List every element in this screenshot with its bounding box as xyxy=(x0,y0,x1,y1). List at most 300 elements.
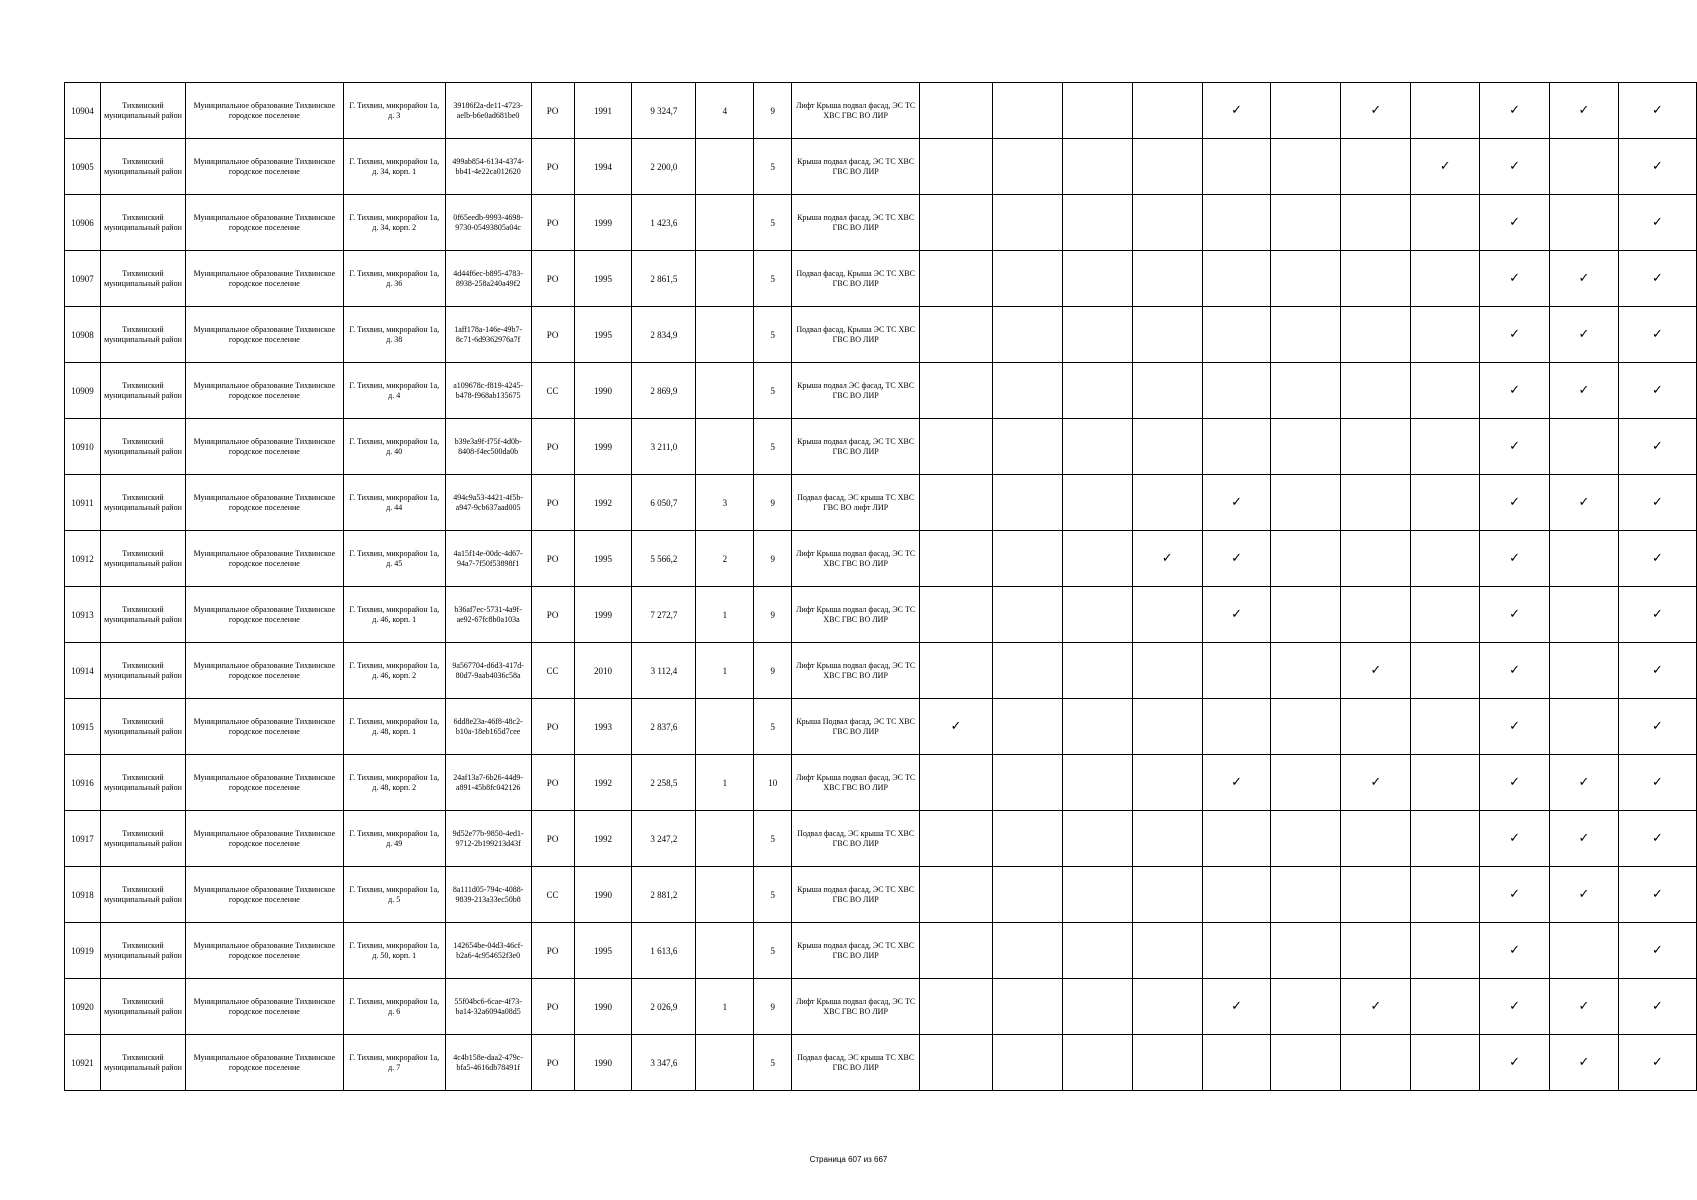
checkmark-icon: ✓ xyxy=(1652,158,1663,174)
guid-cell: 9a567704-d6d3-417d-80d7-9aab4036c58a xyxy=(445,643,531,699)
check-cell xyxy=(1341,1035,1411,1091)
area-cell: 6 050,7 xyxy=(632,475,696,531)
check-cell xyxy=(1132,363,1202,419)
row-id: 10921 xyxy=(65,1035,101,1091)
check-cell xyxy=(1480,867,1550,923)
check-cell xyxy=(1202,587,1271,643)
municipality-cell: Муниципальное образование Тихвинское городское поселение xyxy=(185,867,343,923)
check-cell xyxy=(1550,587,1619,643)
check-cell xyxy=(1618,867,1696,923)
guid-cell: 39186f2a-de11-4723-aelb-b6e0ad681be0 xyxy=(445,83,531,139)
checkmark-icon: ✓ xyxy=(1652,214,1663,230)
municipality-cell: Муниципальное образование Тихвинское городское поселение xyxy=(185,419,343,475)
count-cell xyxy=(696,699,754,755)
checkmark-icon: ✓ xyxy=(1652,606,1663,622)
check-cell xyxy=(1062,643,1132,699)
count-cell xyxy=(696,251,754,307)
district-cell: Тихвинский муниципальный район xyxy=(100,699,185,755)
district-cell: Тихвинский муниципальный район xyxy=(100,307,185,363)
check-cell xyxy=(1550,811,1619,867)
address-cell: Г. Тихвин, микрорайон 1а, д. 45 xyxy=(343,531,445,587)
check-cell xyxy=(1618,307,1696,363)
row-id: 10909 xyxy=(65,363,101,419)
check-cell xyxy=(1411,363,1480,419)
checkmark-icon: ✓ xyxy=(1370,662,1382,678)
checkmark-icon: ✓ xyxy=(1509,830,1521,846)
check-cell xyxy=(1132,587,1202,643)
area-cell: 1 423,6 xyxy=(632,195,696,251)
checkmark-icon: ✓ xyxy=(1578,998,1590,1014)
check-cell xyxy=(1480,251,1550,307)
check-cell xyxy=(1341,867,1411,923)
guid-cell: b36af7ec-5731-4a9f-ae92-67fc8b0a103a xyxy=(445,587,531,643)
works-cell: Лифт Крыша подвал фасад, ЭС ТС ХВС ГВС ВО ЛИР xyxy=(792,755,920,811)
check-cell xyxy=(992,867,1062,923)
check-cell xyxy=(1062,307,1132,363)
checkmark-icon: ✓ xyxy=(1652,102,1663,118)
checkmark-icon: ✓ xyxy=(1161,550,1173,566)
table-row xyxy=(65,475,1697,531)
year-cell: 1995 xyxy=(574,531,632,587)
check-cell xyxy=(1550,531,1619,587)
check-cell xyxy=(920,643,993,699)
area-cell: 2 026,9 xyxy=(632,979,696,1035)
check-cell xyxy=(1341,307,1411,363)
check-cell xyxy=(1271,643,1341,699)
checkmark-icon: ✓ xyxy=(1509,326,1521,342)
year-cell: 1995 xyxy=(574,307,632,363)
check-cell xyxy=(1411,979,1480,1035)
checkmark-icon: ✓ xyxy=(1652,774,1663,790)
guid-cell: b39e3a9f-f75f-4d0b-8408-f4ec500da0b xyxy=(445,419,531,475)
check-cell xyxy=(920,979,993,1035)
address-cell: Г. Тихвин, микрорайон 1а, д. 34, корп. 1 xyxy=(343,139,445,195)
guid-cell: 4c4b158e-daa2-479c-bfa5-4616db78491f xyxy=(445,1035,531,1091)
count-cell: 4 xyxy=(696,83,754,139)
municipality-cell: Муниципальное образование Тихвинское городское поселение xyxy=(185,755,343,811)
check-cell xyxy=(992,923,1062,979)
area-cell: 2 258,5 xyxy=(632,755,696,811)
address-cell: Г. Тихвин, микрорайон 1а, д. 50, корп. 1 xyxy=(343,923,445,979)
guid-cell: 499ab854-6134-4374-bb41-4e22ca012620 xyxy=(445,139,531,195)
works-cell: Лифт Крыша подвал фасад, ЭС ТС ХВС ГВС ВО ЛИР xyxy=(792,979,920,1035)
check-cell xyxy=(1132,755,1202,811)
checkmark-icon: ✓ xyxy=(1578,270,1590,286)
municipality-cell: Муниципальное образование Тихвинское городское поселение xyxy=(185,139,343,195)
guid-cell: 6dd8e23a-46f8-48c2-b10a-18eb165d7cee xyxy=(445,699,531,755)
checkmark-icon: ✓ xyxy=(1652,550,1663,566)
table-row xyxy=(65,419,1697,475)
check-cell xyxy=(1550,867,1619,923)
check-cell xyxy=(1202,979,1271,1035)
count-cell xyxy=(696,195,754,251)
row-id: 10917 xyxy=(65,811,101,867)
check-cell xyxy=(1132,307,1202,363)
check-cell xyxy=(1550,755,1619,811)
check-cell xyxy=(992,1035,1062,1091)
check-cell xyxy=(1480,643,1550,699)
municipality-cell: Муниципальное образование Тихвинское городское поселение xyxy=(185,83,343,139)
floors-cell: 10 xyxy=(754,755,792,811)
row-id: 10906 xyxy=(65,195,101,251)
table-row xyxy=(65,755,1697,811)
works-cell: Крыша подвал ЭС фасад, ТС ХВС ГВС ВО ЛИР xyxy=(792,363,920,419)
address-cell: Г. Тихвин, микрорайон 1а, д. 38 xyxy=(343,307,445,363)
check-cell xyxy=(992,979,1062,1035)
guid-cell: 8a111d05-794c-4088-9839-213a33ec50b8 xyxy=(445,867,531,923)
municipality-cell: Муниципальное образование Тихвинское городское поселение xyxy=(185,587,343,643)
district-cell: Тихвинский муниципальный район xyxy=(100,979,185,1035)
table-row xyxy=(65,923,1697,979)
checkmark-icon: ✓ xyxy=(1509,998,1521,1014)
check-cell xyxy=(1480,979,1550,1035)
address-cell: Г. Тихвин, микрорайон 1а, д. 7 xyxy=(343,1035,445,1091)
check-cell xyxy=(1062,811,1132,867)
address-cell: Г. Тихвин, микрорайон 1а, д. 46, корп. 1 xyxy=(343,587,445,643)
check-cell xyxy=(1271,363,1341,419)
check-cell xyxy=(1550,419,1619,475)
checkmark-icon: ✓ xyxy=(1370,774,1382,790)
type-cell: РО xyxy=(531,923,574,979)
type-cell: СС xyxy=(531,867,574,923)
check-cell xyxy=(1062,699,1132,755)
check-cell xyxy=(1202,755,1271,811)
municipality-cell: Муниципальное образование Тихвинское городское поселение xyxy=(185,475,343,531)
check-cell xyxy=(1062,83,1132,139)
count-cell: 1 xyxy=(696,755,754,811)
check-cell xyxy=(1341,643,1411,699)
check-cell xyxy=(920,531,993,587)
year-cell: 2010 xyxy=(574,643,632,699)
checkmark-icon: ✓ xyxy=(1652,942,1663,958)
floors-cell: 9 xyxy=(754,83,792,139)
check-cell xyxy=(1411,251,1480,307)
row-id: 10919 xyxy=(65,923,101,979)
guid-cell: 24af13a7-6b26-44d9-a891-45b8fc042126 xyxy=(445,755,531,811)
area-cell: 2 881,2 xyxy=(632,867,696,923)
check-cell xyxy=(1202,923,1271,979)
check-cell xyxy=(1271,979,1341,1035)
check-cell xyxy=(1618,755,1696,811)
check-cell xyxy=(1202,643,1271,699)
address-cell: Г. Тихвин, микрорайон 1а, д. 6 xyxy=(343,979,445,1035)
count-cell: 2 xyxy=(696,531,754,587)
check-cell xyxy=(1132,83,1202,139)
table-row xyxy=(65,867,1697,923)
table-row xyxy=(65,307,1697,363)
address-cell: Г. Тихвин, микрорайон 1а, д. 34, корп. 2 xyxy=(343,195,445,251)
table-body xyxy=(65,83,1697,1091)
check-cell xyxy=(1480,139,1550,195)
type-cell: РО xyxy=(531,419,574,475)
row-id: 10907 xyxy=(65,251,101,307)
check-cell xyxy=(1271,923,1341,979)
municipality-cell: Муниципальное образование Тихвинское городское поселение xyxy=(185,307,343,363)
address-cell: Г. Тихвин, микрорайон 1а, д. 44 xyxy=(343,475,445,531)
table-row xyxy=(65,979,1697,1035)
check-cell xyxy=(1271,195,1341,251)
municipality-cell: Муниципальное образование Тихвинское городское поселение xyxy=(185,251,343,307)
check-cell xyxy=(1411,195,1480,251)
check-cell xyxy=(920,419,993,475)
year-cell: 1999 xyxy=(574,195,632,251)
guid-cell: 494c9a53-4421-4f5b-a947-9cb637aad005 xyxy=(445,475,531,531)
district-cell: Тихвинский муниципальный район xyxy=(100,811,185,867)
floors-cell: 5 xyxy=(754,307,792,363)
check-cell xyxy=(1341,923,1411,979)
checkmark-icon: ✓ xyxy=(1652,494,1663,510)
count-cell xyxy=(696,139,754,195)
area-cell: 2 837,6 xyxy=(632,699,696,755)
check-cell xyxy=(1480,755,1550,811)
row-id: 10916 xyxy=(65,755,101,811)
type-cell: РО xyxy=(531,83,574,139)
checkmark-icon: ✓ xyxy=(1231,774,1242,790)
district-cell: Тихвинский муниципальный район xyxy=(100,195,185,251)
works-cell: Лифт Крыша подвал фасад, ЭС ТС ХВС ГВС ВО ЛИР xyxy=(792,643,920,699)
check-cell xyxy=(1202,811,1271,867)
municipality-cell: Муниципальное образование Тихвинское городское поселение xyxy=(185,363,343,419)
check-cell xyxy=(1411,83,1480,139)
municipality-cell: Муниципальное образование Тихвинское городское поселение xyxy=(185,195,343,251)
check-cell xyxy=(1202,83,1271,139)
check-cell xyxy=(1618,419,1696,475)
checkmark-icon: ✓ xyxy=(1509,214,1521,230)
check-cell xyxy=(1202,867,1271,923)
check-cell xyxy=(992,307,1062,363)
checkmark-icon: ✓ xyxy=(1509,942,1521,958)
checkmark-icon: ✓ xyxy=(1231,494,1242,510)
check-cell xyxy=(1062,1035,1132,1091)
row-id: 10910 xyxy=(65,419,101,475)
check-cell xyxy=(1132,643,1202,699)
check-cell xyxy=(1202,699,1271,755)
floors-cell: 5 xyxy=(754,1035,792,1091)
checkmark-icon: ✓ xyxy=(1578,382,1590,398)
type-cell: РО xyxy=(531,531,574,587)
address-cell: Г. Тихвин, микрорайон 1а, д. 3 xyxy=(343,83,445,139)
district-cell: Тихвинский муниципальный район xyxy=(100,1035,185,1091)
check-cell xyxy=(1618,363,1696,419)
check-cell xyxy=(1271,307,1341,363)
guid-cell: 0f65eedb-9993-4698-9730-05493805a04c xyxy=(445,195,531,251)
checkmark-icon: ✓ xyxy=(1652,718,1663,734)
check-cell xyxy=(1202,531,1271,587)
check-cell xyxy=(1411,755,1480,811)
floors-cell: 5 xyxy=(754,699,792,755)
checkmark-icon: ✓ xyxy=(1652,326,1663,342)
check-cell xyxy=(1271,531,1341,587)
check-cell xyxy=(1132,923,1202,979)
checkmark-icon: ✓ xyxy=(1509,270,1521,286)
table-row xyxy=(65,1035,1697,1091)
works-cell: Крыша подвал фасад, ЭС ТС ХВС ГВС ВО ЛИР xyxy=(792,419,920,475)
works-cell: Крыша подвал фасад, ЭС ТС ХВС ГВС ВО ЛИР xyxy=(792,139,920,195)
check-cell xyxy=(1062,755,1132,811)
check-cell xyxy=(1271,251,1341,307)
checkmark-icon: ✓ xyxy=(1578,494,1590,510)
check-cell xyxy=(1480,475,1550,531)
check-cell xyxy=(1618,195,1696,251)
check-cell xyxy=(1341,979,1411,1035)
works-cell: Лифт Крыша подвал фасад, ЭС ТС ХВС ГВС ВО ЛИР xyxy=(792,83,920,139)
checkmark-icon: ✓ xyxy=(1652,830,1663,846)
table-row xyxy=(65,587,1697,643)
check-cell xyxy=(1550,195,1619,251)
check-cell xyxy=(992,643,1062,699)
check-cell xyxy=(1132,195,1202,251)
check-cell xyxy=(1411,867,1480,923)
check-cell xyxy=(1550,307,1619,363)
row-id: 10912 xyxy=(65,531,101,587)
check-cell xyxy=(1480,307,1550,363)
check-cell xyxy=(1202,195,1271,251)
check-cell xyxy=(1202,363,1271,419)
district-cell: Тихвинский муниципальный район xyxy=(100,923,185,979)
works-cell: Крыша подвал фасад, ЭС ТС ХВС ГВС ВО ЛИР xyxy=(792,923,920,979)
count-cell: 1 xyxy=(696,643,754,699)
check-cell xyxy=(992,811,1062,867)
check-cell xyxy=(992,419,1062,475)
checkmark-icon: ✓ xyxy=(1578,886,1590,902)
check-cell xyxy=(920,139,993,195)
address-cell: Г. Тихвин, микрорайон 1а, д. 5 xyxy=(343,867,445,923)
check-cell xyxy=(1618,699,1696,755)
year-cell: 1992 xyxy=(574,475,632,531)
check-cell xyxy=(1132,139,1202,195)
check-cell xyxy=(1411,1035,1480,1091)
check-cell xyxy=(1618,643,1696,699)
table-row xyxy=(65,363,1697,419)
check-cell xyxy=(992,363,1062,419)
count-cell xyxy=(696,363,754,419)
municipality-cell: Муниципальное образование Тихвинское городское поселение xyxy=(185,699,343,755)
check-cell xyxy=(1062,419,1132,475)
year-cell: 1992 xyxy=(574,811,632,867)
year-cell: 1993 xyxy=(574,699,632,755)
type-cell: РО xyxy=(531,811,574,867)
checkmark-icon: ✓ xyxy=(1509,886,1521,902)
address-cell: Г. Тихвин, микрорайон 1а, д. 49 xyxy=(343,811,445,867)
type-cell: РО xyxy=(531,307,574,363)
check-cell xyxy=(1271,699,1341,755)
type-cell: СС xyxy=(531,363,574,419)
address-cell: Г. Тихвин, микрорайон 1а, д. 48, корп. 1 xyxy=(343,699,445,755)
check-cell xyxy=(1411,531,1480,587)
table-row xyxy=(65,195,1697,251)
check-cell xyxy=(1411,699,1480,755)
check-cell xyxy=(1062,363,1132,419)
check-cell xyxy=(1062,139,1132,195)
check-cell xyxy=(1480,923,1550,979)
table-row xyxy=(65,531,1697,587)
check-cell xyxy=(1132,251,1202,307)
check-cell xyxy=(1271,811,1341,867)
district-cell: Тихвинский муниципальный район xyxy=(100,83,185,139)
district-cell: Тихвинский муниципальный район xyxy=(100,419,185,475)
table-row xyxy=(65,811,1697,867)
check-cell xyxy=(920,475,993,531)
works-cell: Лифт Крыша подвал фасад, ЭС ТС ХВС ГВС ВО ЛИР xyxy=(792,531,920,587)
year-cell: 1990 xyxy=(574,363,632,419)
check-cell xyxy=(1132,475,1202,531)
address-cell: Г. Тихвин, микрорайон 1а, д. 46, корп. 2 xyxy=(343,643,445,699)
district-cell: Тихвинский муниципальный район xyxy=(100,251,185,307)
checkmark-icon: ✓ xyxy=(950,718,962,734)
table-row xyxy=(65,83,1697,139)
area-cell: 5 566,2 xyxy=(632,531,696,587)
check-cell xyxy=(992,139,1062,195)
area-cell: 3 247,2 xyxy=(632,811,696,867)
table-row xyxy=(65,251,1697,307)
floors-cell: 5 xyxy=(754,363,792,419)
type-cell: РО xyxy=(531,755,574,811)
check-cell xyxy=(1480,699,1550,755)
check-cell xyxy=(1618,251,1696,307)
floors-cell: 5 xyxy=(754,139,792,195)
district-cell: Тихвинский муниципальный район xyxy=(100,643,185,699)
municipality-cell: Муниципальное образование Тихвинское городское поселение xyxy=(185,643,343,699)
floors-cell: 9 xyxy=(754,531,792,587)
check-cell xyxy=(1550,643,1619,699)
checkmark-icon: ✓ xyxy=(1231,998,1242,1014)
check-cell xyxy=(1271,475,1341,531)
check-cell xyxy=(1341,251,1411,307)
check-cell xyxy=(1411,475,1480,531)
guid-cell: a109678c-f819-4245-b478-f968ab135675 xyxy=(445,363,531,419)
check-cell xyxy=(920,923,993,979)
checkmark-icon: ✓ xyxy=(1578,1054,1590,1070)
district-cell: Тихвинский муниципальный район xyxy=(100,755,185,811)
check-cell xyxy=(1618,475,1696,531)
check-cell xyxy=(1618,979,1696,1035)
municipality-cell: Муниципальное образование Тихвинское городское поселение xyxy=(185,1035,343,1091)
check-cell xyxy=(1062,587,1132,643)
row-id: 10920 xyxy=(65,979,101,1035)
floors-cell: 5 xyxy=(754,867,792,923)
table-row xyxy=(65,139,1697,195)
check-cell xyxy=(1618,587,1696,643)
count-cell xyxy=(696,867,754,923)
year-cell: 1991 xyxy=(574,83,632,139)
check-cell xyxy=(1411,587,1480,643)
checkmark-icon: ✓ xyxy=(1509,438,1521,454)
municipality-cell: Муниципальное образование Тихвинское городское поселение xyxy=(185,811,343,867)
floors-cell: 5 xyxy=(754,251,792,307)
row-id: 10908 xyxy=(65,307,101,363)
floors-cell: 5 xyxy=(754,419,792,475)
check-cell xyxy=(1618,923,1696,979)
type-cell: СС xyxy=(531,643,574,699)
checkmark-icon: ✓ xyxy=(1509,774,1521,790)
type-cell: РО xyxy=(531,699,574,755)
checkmark-icon: ✓ xyxy=(1509,606,1521,622)
district-cell: Тихвинский муниципальный район xyxy=(100,363,185,419)
check-cell xyxy=(1480,363,1550,419)
type-cell: РО xyxy=(531,195,574,251)
check-cell xyxy=(920,195,993,251)
check-cell xyxy=(1132,811,1202,867)
check-cell xyxy=(1341,83,1411,139)
check-cell xyxy=(1132,419,1202,475)
municipality-cell: Муниципальное образование Тихвинское городское поселение xyxy=(185,923,343,979)
check-cell xyxy=(1411,923,1480,979)
check-cell xyxy=(1271,587,1341,643)
check-cell xyxy=(1132,979,1202,1035)
checkmark-icon: ✓ xyxy=(1231,606,1242,622)
count-cell xyxy=(696,811,754,867)
row-id: 10905 xyxy=(65,139,101,195)
